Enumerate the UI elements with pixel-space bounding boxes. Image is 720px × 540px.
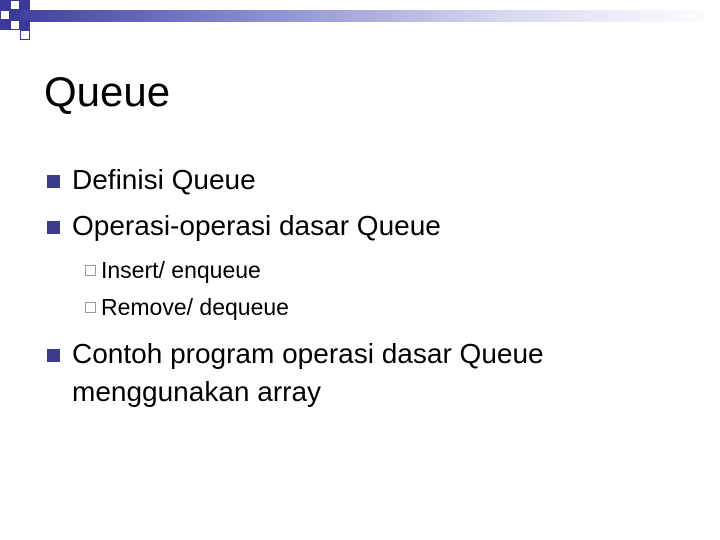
header-gradient-band <box>0 10 720 22</box>
hollow-square-bullet-icon <box>85 265 96 276</box>
bullet-text: Definisi Queue <box>72 164 256 195</box>
bullet-text: Operasi-operasi dasar Queue <box>72 210 441 241</box>
slide-title: Queue <box>44 68 171 115</box>
square-bullet-icon <box>47 175 60 188</box>
sub-bullet-text: Remove/ dequeue <box>101 294 289 320</box>
bullet-text-line1: Contoh program operasi dasar Queue <box>72 338 544 369</box>
bullet-text-line2: menggunakan array <box>72 376 322 407</box>
sub-bullet-text: Insert/ enqueue <box>101 257 261 283</box>
hollow-square-bullet-icon <box>85 302 96 313</box>
square-bullet-icon <box>47 349 60 362</box>
square-bullet-icon <box>47 221 60 234</box>
